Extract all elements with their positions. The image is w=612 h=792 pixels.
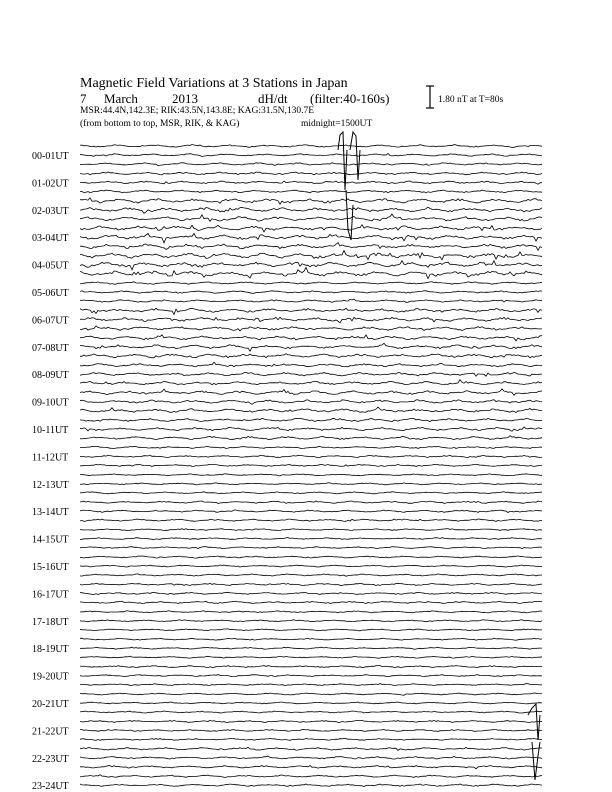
row-label-06-07UT: 06-07UT [32, 315, 69, 327]
quantity-label: dH/dt [258, 91, 288, 106]
row-label-16-17UT: 16-17UT [32, 589, 69, 601]
trace-MSR-15-16UT [80, 556, 542, 558]
trace-RIK-00-01UT [80, 154, 542, 157]
trace-KAG-10-11UT [80, 436, 542, 440]
trace-KAG-12-13UT [80, 492, 542, 494]
trace-MSR-08-09UT [80, 362, 542, 367]
trace-KAG-02-03UT [80, 214, 542, 221]
trace-MSR-18-19UT [80, 638, 542, 640]
trace-MSR-00-01UT [80, 145, 542, 148]
row-label-02-03UT: 02-03UT [32, 205, 69, 217]
spike-02UT [346, 190, 353, 240]
row-label-00-01UT: 00-01UT [32, 151, 69, 162]
trace-KAG-08-09UT [80, 380, 542, 385]
trace-RIK-07-08UT [80, 343, 542, 351]
row-label-08-09UT: 08-09UT [32, 370, 69, 382]
trace-MSR-13-14UT [80, 501, 542, 503]
trace-MSR-02-03UT [80, 198, 542, 204]
trace-KAG-16-17UT [80, 601, 542, 603]
trace-KAG-11-12UT [80, 464, 542, 466]
trace-KAG-06-07UT [80, 326, 542, 331]
trace-RIK-17-18UT [80, 620, 542, 622]
trace-RIK-18-19UT [80, 647, 542, 649]
trace-MSR-04-05UT [80, 251, 542, 260]
trace-RIK-10-11UT [80, 427, 542, 431]
trace-MSR-07-08UT [80, 335, 542, 341]
trace-RIK-09-10UT [80, 400, 542, 405]
trace-KAG-21-22UT [80, 738, 542, 740]
scale-bar [426, 86, 434, 108]
trace-KAG-18-19UT [80, 656, 542, 658]
trace-RIK-01-02UT [80, 181, 542, 184]
trace-MSR-06-07UT [80, 308, 542, 314]
trace-MSR-12-13UT [80, 474, 542, 476]
trace-MSR-09-10UT [80, 389, 542, 395]
row-label-01-02UT: 01-02UT [32, 178, 69, 190]
row-label-15-16UT: 15-16UT [32, 562, 69, 573]
trace-RIK-12-13UT [80, 483, 542, 485]
row-label-19-20UT: 19-20UT [32, 671, 69, 683]
trace-RIK-14-15UT [80, 538, 542, 540]
trace-KAG-03-04UT [80, 243, 542, 251]
row-label-21-22UT: 21-22UT [32, 726, 69, 738]
chart-title: Magnetic Field Variations at 3 Stations in Japan [80, 76, 348, 91]
trace-RIK-13-14UT [80, 510, 542, 513]
trace-KAG-04-05UT [80, 267, 542, 278]
trace-RIK-15-16UT [80, 565, 542, 567]
trace-KAG-00-01UT [80, 163, 542, 166]
trace-RIK-04-05UT [80, 261, 542, 270]
scale-label: 1.80 nT at T=80s [438, 95, 504, 105]
trace-MSR-11-12UT [80, 446, 542, 448]
trace-KAG-01-02UT [80, 190, 542, 193]
midnight-note: midnight=1500UT [301, 119, 373, 129]
trace-RIK-16-17UT [80, 592, 542, 594]
trace-MSR-01-02UT [80, 172, 542, 175]
trace-MSR-23-24UT [80, 775, 542, 778]
trace-MSR-19-20UT [80, 666, 542, 668]
date-month: March [104, 91, 138, 106]
spike-23UT [532, 742, 540, 780]
row-label-18-19UT: 18-19UT [32, 644, 69, 656]
row-label-03-04UT: 03-04UT [32, 233, 69, 245]
row-label-05-06UT: 05-06UT [32, 288, 69, 299]
trace-MSR-20-21UT [80, 693, 542, 695]
order-note: (from bottom to top, MSR, RIK, & KAG) [80, 119, 240, 129]
trace-KAG-20-21UT [80, 711, 542, 713]
trace-RIK-23-24UT [80, 784, 542, 787]
row-label-09-10UT: 09-10UT [32, 397, 69, 409]
row-label-10-11UT: 10-11UT [32, 425, 69, 436]
trace-MSR-05-06UT [80, 282, 542, 285]
trace-RIK-20-21UT [80, 702, 542, 704]
trace-MSR-22-23UT [80, 747, 542, 750]
trace-RIK-03-04UT [80, 233, 542, 243]
trace-MSR-17-18UT [80, 611, 542, 613]
row-label-17-18UT: 17-18UT [32, 616, 69, 628]
trace-KAG-14-15UT [80, 547, 542, 549]
row-label-23-24UT: 23-24UT [32, 781, 69, 792]
trace-RIK-08-09UT [80, 372, 542, 376]
trace-MSR-14-15UT [80, 529, 542, 531]
trace-KAG-17-18UT [80, 629, 542, 631]
trace-KAG-09-10UT [80, 407, 542, 412]
trace-MSR-16-17UT [80, 583, 542, 585]
trace-MSR-03-04UT [80, 225, 542, 232]
row-label-12-13UT: 12-13UT [32, 479, 69, 491]
spike-01UT-a [338, 132, 347, 190]
trace-RIK-11-12UT [80, 455, 542, 457]
trace-KAG-22-23UT [80, 766, 542, 769]
row-label-13-14UT: 13-14UT [32, 507, 69, 519]
trace-KAG-07-08UT [80, 354, 542, 358]
trace-MSR-10-11UT [80, 418, 542, 421]
trace-KAG-19-20UT [80, 684, 542, 686]
trace-KAG-13-14UT [80, 519, 542, 521]
trace-RIK-02-03UT [80, 207, 542, 213]
date-year: 2013 [172, 91, 198, 106]
row-label-04-05UT: 04-05UT [32, 260, 69, 272]
trace-RIK-05-06UT [80, 291, 542, 294]
row-label-11-12UT: 11-12UT [32, 452, 69, 464]
trace-KAG-05-06UT [80, 299, 542, 302]
filter-label: (filter:40-160s) [310, 91, 390, 106]
row-label-22-23UT: 22-23UT [32, 753, 69, 765]
trace-RIK-06-07UT [80, 317, 542, 323]
trace-KAG-15-16UT [80, 574, 542, 576]
row-label-14-15UT: 14-15UT [32, 534, 69, 546]
stations-info: MSR:44.4N,142.3E; RIK:43.5N,143.8E; KAG:31.5N,130.7E [80, 106, 315, 116]
trace-MSR-21-22UT [80, 720, 542, 722]
trace-RIK-19-20UT [80, 675, 542, 677]
trace-RIK-22-23UT [80, 756, 542, 759]
trace-RIK-21-22UT [80, 729, 542, 731]
date-day: 7 [80, 91, 87, 106]
row-label-07-08UT: 07-08UT [32, 342, 69, 354]
row-label-20-21UT: 20-21UT [32, 699, 69, 710]
